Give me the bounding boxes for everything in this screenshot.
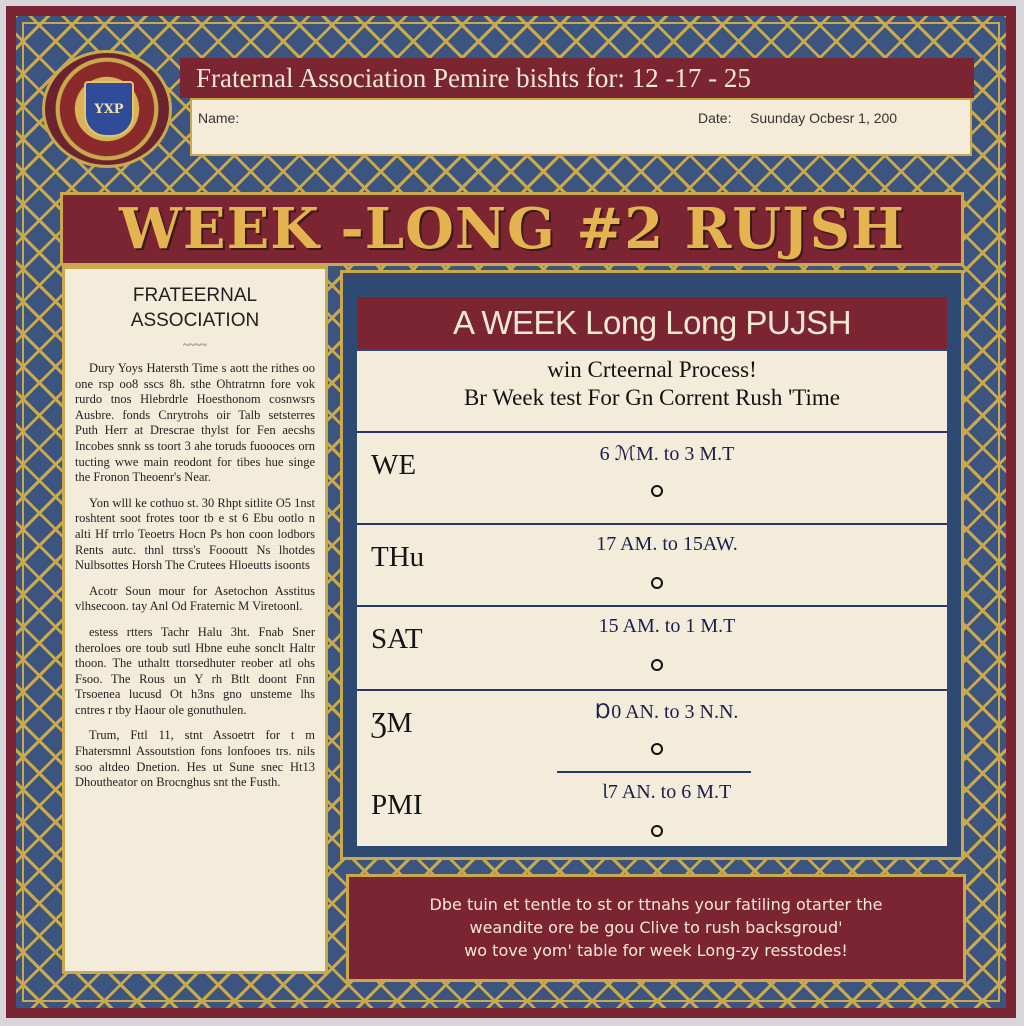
circle-icon bbox=[651, 577, 663, 589]
circle-icon bbox=[651, 485, 663, 497]
schedule-row bbox=[357, 689, 947, 771]
left-title bbox=[75, 283, 315, 333]
week-long-rush-banner: WEEK -LONG #2 RUJSH bbox=[60, 192, 964, 266]
seal-shield: YXP bbox=[84, 81, 134, 137]
left-paragraph: estess rtters Tachr Halu 3ht. Fnab Sner theroloes ore toub sutl Hbne euhe sonclt Haltr thoon. The uthaltt ttorsedhuter reober atl ohs Fsoo. The Rous un Y rh Btlt doont Fnn Trsoenea lucusd Ot h3ns gno unsteme lhs cntres r tby Haour ole gonuthulen. bbox=[75, 624, 315, 717]
association-seal-icon bbox=[42, 50, 172, 168]
row-day: PMI bbox=[371, 789, 423, 821]
left-paragraph: Acotr Soun mour for Asetochon Asstitus vlhsecoon. tay Anl Od Fraternic M Viretoonl. bbox=[75, 583, 315, 614]
row-divider bbox=[357, 689, 947, 691]
schedule-subtitle-1: win Crteernal Process! bbox=[547, 357, 757, 382]
schedule-row bbox=[357, 523, 947, 605]
schedule-body bbox=[357, 351, 947, 846]
circle-icon bbox=[651, 743, 663, 755]
footer-message bbox=[346, 874, 966, 982]
schedule-row bbox=[357, 605, 947, 687]
row-time: Ɒ0 AN. to 3 N.N. bbox=[595, 701, 739, 723]
schedule-title: A WEEK Long Long PUJSH bbox=[357, 297, 947, 349]
schedule-panel bbox=[340, 270, 964, 860]
name-label: Name: bbox=[198, 110, 240, 126]
ornament-divider: ~~~~ bbox=[183, 339, 207, 351]
row-day: WE bbox=[371, 449, 417, 481]
row-divider bbox=[357, 605, 947, 607]
circle-icon bbox=[651, 659, 663, 671]
row-divider bbox=[357, 523, 947, 525]
row-divider bbox=[557, 771, 751, 773]
schedule-row bbox=[357, 431, 947, 513]
row-time: 17 AM. to 15AW. bbox=[596, 533, 738, 555]
left-paragraph: Yon wlll ke cothuo st. 30 Rhpt sitlite O5 1nst roshtent soot frotes toor tb e st 6 Ebu ootlo n alti Hf trrlo Teoetrs Hocn Ps hon coon lodbors Rents autc. thnl ttrss's Foooutt Ns lhotdes Nulbsottes Horsh The Crutees Hloeutts isoonts bbox=[75, 495, 315, 573]
left-title-line2: ASSOCIATION bbox=[130, 310, 260, 331]
schedule-row bbox=[357, 771, 947, 853]
row-day: THu bbox=[371, 541, 425, 573]
schedule-subtitle-2: Br Week test For Gn Corrent Rush 'Time bbox=[463, 385, 841, 410]
row-divider bbox=[357, 431, 947, 433]
row-day: ƷM bbox=[371, 707, 413, 739]
left-title-line1: FRATEERNAL bbox=[132, 285, 258, 306]
circle-icon bbox=[651, 825, 663, 837]
date-value: Suunday Ocbesr 1, 200 bbox=[750, 110, 898, 126]
row-time: 15 AM. to 1 M.T bbox=[598, 615, 736, 637]
row-time: 6 ℳM. to 3 M.T bbox=[599, 443, 735, 465]
left-paragraph: Trum, Fttl 11, stnt Assoetrt for t m Fhatersmnl Assoutstion fons lonfooes trs. nils soo altdeo Dnetion. Hes ut Sune snec Ht13 Dhoutheator on Brocnghus snt the Fusth. bbox=[75, 728, 315, 790]
left-column bbox=[62, 266, 328, 974]
footer-line-3: wo tove yom' table for week Long-zy resstodes! bbox=[464, 941, 848, 960]
footer-line-1: Dbe tuin et tentle to st or ttnahs your fatiling otarter the bbox=[429, 895, 883, 914]
row-time: Ɩ7 AN. to 6 M.T bbox=[602, 781, 732, 803]
row-day: SAT bbox=[371, 623, 423, 655]
date-label: Date: bbox=[698, 110, 732, 126]
left-paragraph: Dury Yoys Hatersth Time s aott the rithes oo one rsp oo8 sscs 8h. sthe Ohtratrnn fore vok rurdo tnos Hlebrdrle Hoesthonom cosnwsrs Ausbre. fonds Cnrytrohs oir Talb setsterres Puth Herr at Drescrae thylst for Fen aecshs Incobes snnk ss toort 3 ahe toruds fuoooces orn tucting wwe main reodont for tibes hue singe the Fronon Theoenr's Near. bbox=[75, 361, 315, 485]
header-title: Fraternal Association Pemire bishts for: 12 -17 - 25 bbox=[180, 58, 974, 98]
header-fields bbox=[190, 98, 972, 156]
footer-line-2: weandite ore be gou Clive to rush backsgroud' bbox=[469, 918, 843, 937]
